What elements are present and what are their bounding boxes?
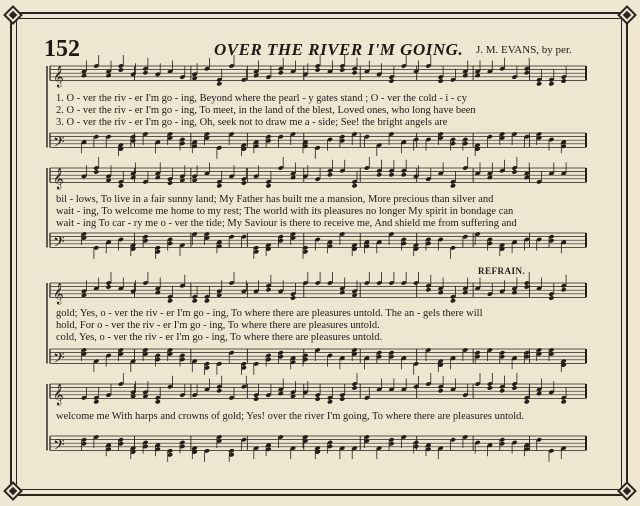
note-head bbox=[241, 180, 247, 185]
hymn-title: OVER THE RIVER I'M GOING. bbox=[214, 40, 464, 59]
note-head bbox=[106, 73, 112, 78]
note-head bbox=[450, 298, 456, 303]
note-head bbox=[192, 298, 198, 303]
note-head bbox=[339, 290, 345, 295]
lyric-line-s2-v2: wait - ing, To welcome me home to my rest; The world with its pleasures no longer My spirit in bondage can bbox=[56, 206, 514, 217]
bass-clef: 𝄢 bbox=[53, 349, 65, 371]
note-head bbox=[118, 183, 124, 188]
note-head bbox=[327, 172, 333, 177]
note-head bbox=[155, 175, 161, 180]
note-head bbox=[253, 73, 259, 78]
lyric-line-s3-v1: gold; Yes, o - ver the riv - er I'm go - ing, To where there are pleasures untold. The an - gels there will bbox=[56, 308, 483, 319]
note-head bbox=[462, 73, 468, 78]
composer-credit: J. M. EVANS, by per. bbox=[476, 44, 572, 56]
refrain-label: REFRAIN. bbox=[478, 266, 526, 276]
note-head bbox=[352, 70, 358, 75]
lyric-line-s4-v1: welcome me With harps and crowns of gold; Yes! over the river I'm going, To where there are pleasures untold. bbox=[56, 411, 525, 422]
treble-clef: 𝄞 bbox=[53, 384, 64, 406]
note-head bbox=[511, 385, 517, 390]
lyric-line-s1-v2: 2. O - ver the riv - er I'm go - ing, To meet, in the land of the blest, Loved ones, who long have been bbox=[56, 105, 476, 116]
treble-clef: 𝄞 bbox=[53, 283, 64, 305]
lyric-line-s3-v3: cold, Yes, o - ver the riv - er I'm go - ing, To where there are pleasures untold. bbox=[56, 332, 383, 343]
note-head bbox=[524, 284, 530, 289]
note-head bbox=[290, 175, 296, 180]
note-head bbox=[290, 295, 296, 300]
note-head bbox=[438, 290, 444, 295]
note-head bbox=[352, 183, 358, 188]
note-head bbox=[536, 81, 542, 86]
note-head bbox=[438, 78, 444, 83]
note-head bbox=[339, 396, 345, 401]
note-head bbox=[548, 81, 554, 86]
lyric-line-s3-v2: hold, For o - ver the riv - er I'm go - ing, To where there are pleasures untold. bbox=[56, 320, 380, 331]
note-head bbox=[339, 67, 345, 72]
note-head bbox=[265, 287, 271, 292]
note-head bbox=[81, 73, 87, 78]
note-head bbox=[511, 290, 517, 295]
note-head bbox=[524, 399, 530, 404]
note-head bbox=[548, 295, 554, 300]
note-head bbox=[155, 290, 161, 295]
note-head bbox=[130, 175, 136, 180]
note-head bbox=[561, 399, 567, 404]
note-head bbox=[388, 78, 394, 83]
note-head bbox=[487, 175, 493, 180]
lyric-line-s2-v1: bil - lows, To live in a fair sunny land; My Father has built me a mansion, More precious than silver and bbox=[56, 194, 494, 205]
note-head bbox=[315, 396, 321, 401]
treble-clef: 𝄞 bbox=[53, 168, 64, 190]
note-head bbox=[315, 67, 321, 72]
lyric-line-s2-v3: wait - ing To car - ry me o - ver the tide; My Saviour is there to receive me, And shield me from suffering and bbox=[56, 218, 517, 229]
note-head bbox=[142, 70, 148, 75]
note-head bbox=[216, 183, 222, 188]
note-head bbox=[216, 81, 222, 86]
note-head bbox=[524, 70, 530, 75]
lyric-line-s1-v3: 3. O - ver the riv - er I'm go - ing, Oh, seek not to draw me a - side; See! the bright angels are bbox=[56, 117, 448, 128]
note-head bbox=[499, 388, 505, 393]
note-head bbox=[376, 172, 382, 177]
note-head bbox=[118, 67, 124, 72]
note-head bbox=[278, 70, 284, 75]
note-head bbox=[561, 287, 567, 292]
bass-clef: 𝄢 bbox=[53, 436, 65, 458]
lyric-line-s1-v1: 1. O - ver the riv - er I'm go - ing, Beyond where the pearl - y gates stand ; O - ver the cold - i - cy bbox=[56, 93, 467, 104]
note-head bbox=[536, 391, 542, 396]
note-head bbox=[106, 284, 112, 289]
bass-clef: 𝄢 bbox=[53, 233, 65, 255]
note-head bbox=[524, 175, 530, 180]
note-head bbox=[167, 298, 173, 303]
note-head bbox=[450, 183, 456, 188]
note-head bbox=[216, 388, 222, 393]
note-head bbox=[462, 290, 468, 295]
note-head bbox=[438, 388, 444, 393]
note-head bbox=[278, 391, 284, 396]
note-head bbox=[352, 385, 358, 390]
note-head bbox=[425, 287, 431, 292]
note-head bbox=[388, 172, 394, 177]
note-head bbox=[167, 180, 173, 185]
note-head bbox=[401, 172, 407, 177]
note-head bbox=[487, 385, 493, 390]
note-head bbox=[204, 298, 210, 303]
note-head bbox=[253, 396, 259, 401]
note-head bbox=[93, 169, 99, 174]
note-head bbox=[475, 73, 481, 78]
bass-clef: 𝄢 bbox=[53, 133, 65, 155]
note-head bbox=[561, 78, 567, 83]
treble-clef: 𝄞 bbox=[53, 66, 64, 88]
page-number: 152 bbox=[44, 36, 80, 62]
note-head bbox=[327, 399, 333, 404]
note-head bbox=[155, 399, 161, 404]
note-head bbox=[93, 399, 99, 404]
note-head bbox=[265, 183, 271, 188]
note-head bbox=[511, 169, 517, 174]
